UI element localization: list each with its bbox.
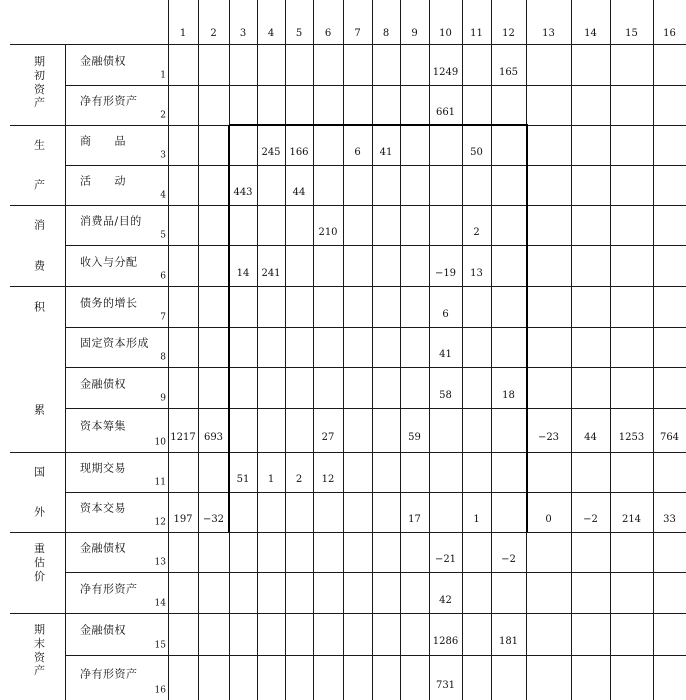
row-number: 13 bbox=[154, 557, 166, 568]
grid-column-line bbox=[571, 0, 572, 700]
row-number: 3 bbox=[160, 150, 166, 161]
grid-column-line bbox=[285, 0, 286, 700]
grid-row-line bbox=[65, 245, 686, 246]
cell-value: 1253 bbox=[618, 432, 645, 443]
cell-value: 245 bbox=[261, 147, 281, 158]
grid-row-line bbox=[10, 205, 686, 206]
cell-value: 18 bbox=[502, 389, 515, 401]
grid-row-line bbox=[10, 452, 686, 453]
grid-group-divider bbox=[65, 45, 66, 700]
cell-value: 731 bbox=[435, 679, 456, 691]
cell-value: 241 bbox=[261, 267, 281, 279]
row-label: 金融债权 bbox=[80, 377, 126, 390]
row-number: 10 bbox=[154, 437, 166, 448]
row-number: 16 bbox=[154, 685, 166, 696]
grid-column-line bbox=[610, 0, 611, 700]
cell-value: 764 bbox=[659, 432, 680, 443]
grid-row-line bbox=[65, 572, 686, 573]
grid-column-line bbox=[257, 0, 258, 700]
cell-value: 165 bbox=[498, 67, 519, 78]
grid-column-line bbox=[429, 0, 430, 700]
column-header: 12 bbox=[502, 28, 515, 39]
row-label: 净有形资产 bbox=[80, 582, 138, 595]
cell-value: 59 bbox=[408, 432, 421, 443]
column-header: 5 bbox=[295, 28, 303, 39]
column-header: 6 bbox=[324, 28, 332, 39]
column-header: 4 bbox=[267, 28, 275, 39]
row-label: 活 动 bbox=[80, 174, 126, 188]
row-label: 商 品 bbox=[80, 134, 126, 148]
grid-row-line bbox=[65, 367, 686, 368]
cell-value: 33 bbox=[663, 514, 676, 525]
cell-value: 13 bbox=[470, 267, 483, 279]
matrix-frame-left bbox=[228, 125, 230, 532]
row-label: 资本筹集 bbox=[80, 419, 126, 433]
cell-value: 166 bbox=[289, 147, 309, 158]
row-number: 5 bbox=[160, 230, 166, 241]
grid-column-line bbox=[313, 0, 314, 700]
cell-value: 197 bbox=[173, 514, 193, 525]
row-number: 1 bbox=[160, 70, 166, 81]
cell-value: 1217 bbox=[170, 432, 196, 443]
row-number: 11 bbox=[154, 477, 166, 488]
column-header: 15 bbox=[625, 28, 638, 39]
column-header: 10 bbox=[439, 28, 452, 39]
row-label: 消费品/目的 bbox=[80, 214, 142, 228]
cell-value: −21 bbox=[434, 554, 457, 565]
row-group-label: 积 bbox=[34, 300, 45, 313]
row-group-label: 产 bbox=[34, 178, 45, 192]
cell-value: 443 bbox=[233, 187, 253, 198]
cell-value: 2 bbox=[473, 227, 480, 238]
column-header: 16 bbox=[663, 28, 676, 39]
row-group-label: 期初资产 bbox=[34, 55, 45, 110]
column-header: 7 bbox=[354, 28, 361, 39]
row-label: 固定资本形成 bbox=[80, 336, 149, 350]
cell-value: 41 bbox=[379, 147, 393, 158]
grid-row-line bbox=[65, 327, 686, 328]
column-header: 14 bbox=[584, 28, 597, 39]
grid-row-line bbox=[65, 165, 686, 166]
cell-value: 1 bbox=[267, 474, 275, 485]
column-header: 13 bbox=[542, 28, 555, 39]
cell-value: 42 bbox=[439, 594, 452, 606]
cell-value: 693 bbox=[203, 432, 224, 443]
column-header: 9 bbox=[411, 28, 418, 39]
row-label: 净有形资产 bbox=[80, 94, 138, 108]
cell-value: 6 bbox=[354, 147, 361, 158]
grid-row-line bbox=[10, 613, 686, 614]
row-number: 15 bbox=[154, 640, 166, 651]
row-number: 2 bbox=[160, 110, 166, 121]
cell-value: 14 bbox=[236, 267, 250, 279]
grid-column-line bbox=[372, 0, 373, 700]
grid-row-line bbox=[10, 532, 686, 533]
row-label: 现期交易 bbox=[80, 461, 126, 475]
grid-row-line bbox=[65, 655, 686, 656]
cell-value: 27 bbox=[321, 432, 335, 443]
cell-value: −2 bbox=[583, 514, 598, 525]
column-header: 3 bbox=[239, 28, 247, 39]
grid-column-line bbox=[462, 0, 463, 700]
row-group-label: 消 bbox=[34, 218, 45, 232]
grid-column-line bbox=[491, 0, 492, 700]
row-label: 金融债权 bbox=[80, 54, 126, 68]
cell-value: 181 bbox=[498, 636, 519, 647]
cell-value: 1249 bbox=[432, 67, 459, 78]
cell-value: 44 bbox=[292, 187, 306, 198]
grid-row-line bbox=[65, 408, 686, 409]
column-header: 2 bbox=[210, 28, 217, 39]
row-number: 4 bbox=[160, 190, 166, 201]
grid-row-line bbox=[65, 85, 686, 86]
cell-value: 6 bbox=[442, 308, 449, 320]
row-label: 资本交易 bbox=[80, 501, 126, 515]
row-group-label: 外 bbox=[34, 505, 45, 519]
cell-value: 214 bbox=[621, 514, 642, 525]
grid-column-line bbox=[168, 0, 169, 700]
row-label: 净有形资产 bbox=[80, 667, 138, 680]
cell-value: −32 bbox=[202, 514, 225, 525]
grid-row-line bbox=[65, 492, 686, 493]
column-header: 11 bbox=[470, 28, 483, 39]
cell-value: 44 bbox=[584, 432, 597, 443]
cell-value: 2 bbox=[295, 474, 303, 485]
grid-column-line bbox=[653, 0, 654, 700]
cell-value: 661 bbox=[435, 107, 456, 118]
cell-value: 1286 bbox=[432, 636, 459, 647]
cell-value: 17 bbox=[408, 514, 421, 525]
row-label: 债务的增长 bbox=[80, 296, 138, 309]
cell-value: 210 bbox=[318, 227, 338, 238]
cell-value: 41 bbox=[439, 349, 452, 360]
row-group-label: 国 bbox=[34, 465, 45, 479]
grid-row-line bbox=[10, 44, 686, 45]
cell-value: 0 bbox=[545, 514, 552, 525]
column-header: 8 bbox=[382, 28, 390, 39]
row-label: 金融债权 bbox=[80, 541, 126, 555]
row-number: 8 bbox=[160, 352, 166, 363]
cell-value: 51 bbox=[236, 474, 250, 485]
cell-value: −2 bbox=[501, 554, 516, 565]
row-label: 收入与分配 bbox=[80, 255, 138, 268]
row-group-label: 累 bbox=[34, 403, 45, 416]
grid-column-line bbox=[198, 0, 199, 700]
matrix-frame-top bbox=[229, 124, 528, 126]
cell-value: 50 bbox=[470, 147, 483, 158]
row-group-label: 重估价 bbox=[34, 542, 45, 583]
row-number: 14 bbox=[154, 598, 166, 609]
cell-value: 58 bbox=[439, 389, 452, 401]
column-header: 1 bbox=[179, 28, 187, 39]
matrix-frame-right bbox=[526, 125, 528, 532]
row-number: 12 bbox=[154, 517, 166, 528]
row-group-label: 费 bbox=[34, 259, 45, 272]
row-group-label: 生 bbox=[34, 138, 45, 152]
grid-column-line bbox=[400, 0, 401, 700]
cell-value: −19 bbox=[434, 267, 457, 279]
grid-column-line bbox=[343, 0, 344, 700]
row-number: 6 bbox=[160, 271, 166, 282]
row-label: 金融债权 bbox=[80, 623, 126, 637]
cell-value: −23 bbox=[537, 432, 560, 443]
row-number: 9 bbox=[160, 393, 166, 404]
cell-value: 1 bbox=[473, 514, 480, 525]
row-number: 7 bbox=[160, 312, 166, 323]
row-group-label: 期末资产 bbox=[34, 623, 45, 678]
cell-value: 12 bbox=[321, 474, 335, 485]
grid-row-line bbox=[10, 286, 686, 287]
